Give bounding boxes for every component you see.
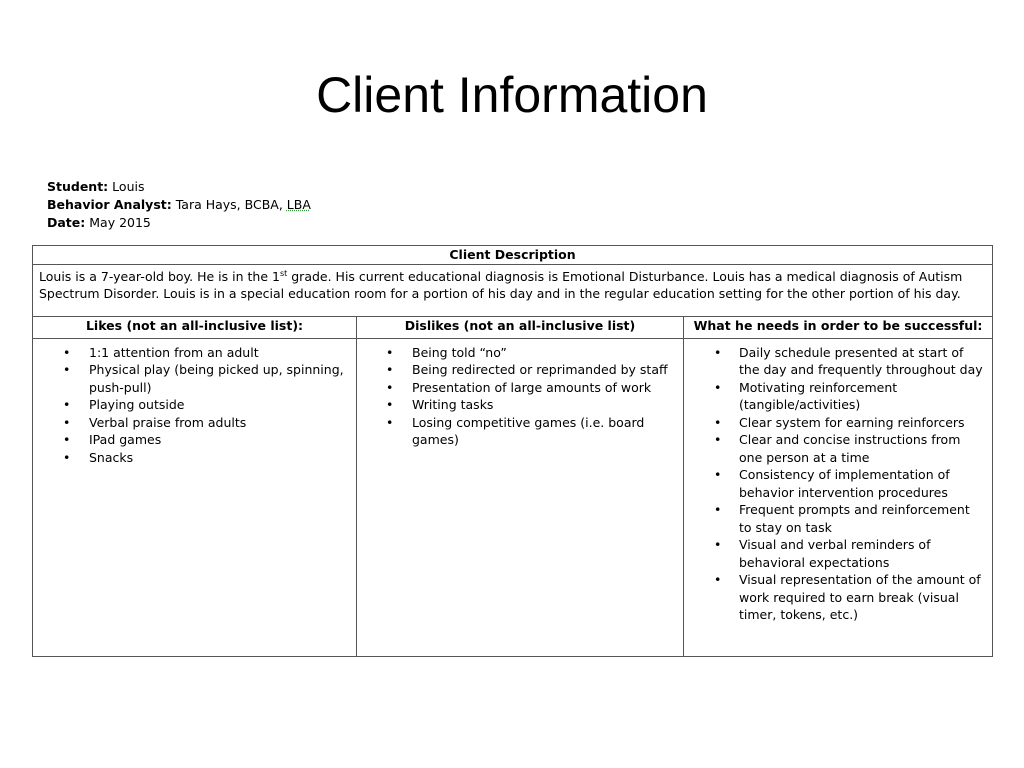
list-item: • 1:1 attention from an adult — [33, 344, 356, 362]
list-item: • Presentation of large amounts of work — [357, 379, 683, 397]
list-item: • Clear and concise instructions from one person at a time — [684, 431, 992, 466]
description-text-start: Louis is a 7-year-old boy. He is in the 1 — [39, 268, 280, 284]
date-value: May 2015 — [89, 215, 151, 230]
list-item: • Being redirected or reprimanded by staff — [357, 361, 683, 379]
dislikes-list — [357, 344, 683, 449]
needs-cell — [684, 338, 993, 657]
list-item: • Losing competitive games (i.e. board games) — [357, 414, 683, 449]
date-row — [47, 214, 311, 232]
student-row — [47, 178, 311, 196]
description-sup: st — [279, 268, 288, 278]
list-item: • Frequent prompts and reinforcement to stay on task — [684, 501, 992, 536]
likes-cell — [33, 338, 357, 657]
analyst-label: Behavior Analyst: — [47, 197, 172, 212]
dislikes-cell — [357, 338, 684, 657]
list-item: • Snacks — [33, 449, 356, 467]
needs-list — [684, 344, 992, 624]
likes-header: Likes (not an all-inclusive list): — [33, 316, 357, 338]
list-item: • Visual representation of the amount of work required to earn break (visual timer, tokens, etc.) — [684, 571, 992, 624]
dislikes-header: Dislikes (not an all-inclusive list) — [357, 316, 684, 338]
list-item: • Playing outside — [33, 396, 356, 414]
analyst-row — [47, 196, 311, 214]
list-item: • Clear system for earning reinforcers — [684, 414, 992, 432]
list-item: • Visual and verbal reminders of behavioral expectations — [684, 536, 992, 571]
date-label: Date: — [47, 215, 86, 230]
client-meta — [47, 178, 311, 232]
likes-list — [33, 344, 356, 467]
list-item: • Physical play (being picked up, spinning, push-pull) — [33, 361, 356, 396]
list-item: • Consistency of implementation of behavior intervention procedures — [684, 466, 992, 501]
list-item: • Writing tasks — [357, 396, 683, 414]
analyst-abbr: LBA — [286, 197, 311, 212]
client-description-header: Client Description — [33, 246, 993, 265]
list-item: • Being told “no” — [357, 344, 683, 362]
needs-header: What he needs in order to be successful: — [684, 316, 993, 338]
client-description-text — [33, 264, 993, 316]
list-item: • IPad games — [33, 431, 356, 449]
student-label: Student: — [47, 179, 109, 194]
client-table — [32, 245, 993, 657]
student-value: Louis — [112, 179, 145, 194]
list-item: • Verbal praise from adults — [33, 414, 356, 432]
slide-title: Client Information — [316, 67, 708, 123]
list-item: • Motivating reinforcement (tangible/activities) — [684, 379, 992, 414]
analyst-value: Tara Hays, BCBA, — [175, 197, 287, 212]
description-text-end: grade. His current educational diagnosis is Emotional Disturbance. Louis has a medical diagnosis of Autism Spectrum Disorder. Louis is in a special education room for a portion of his day and in the regular education setting for the other portion of his day. — [39, 268, 963, 301]
list-item: • Daily schedule presented at start of the day and frequently throughout day — [684, 344, 992, 379]
